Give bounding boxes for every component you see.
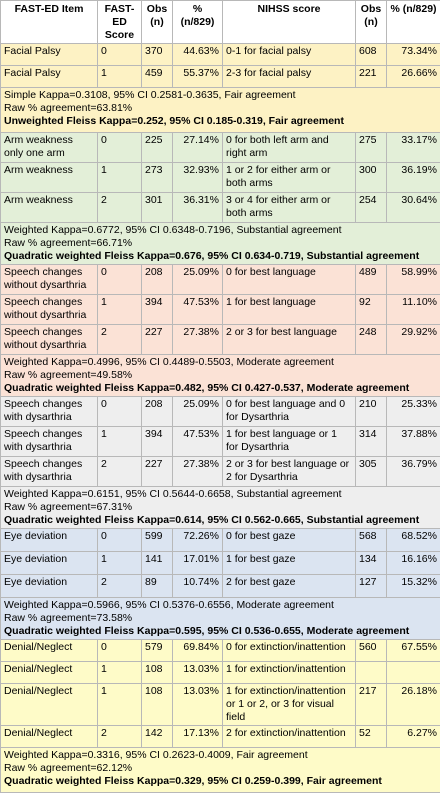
table-row	[1, 193, 440, 223]
nihss-score-cell: 2 or 3 for best language or 2 for Dysarthria	[223, 457, 356, 487]
summary-bold-line: Quadratic weighted Fleiss Kappa=0.614, 95% CI 0.562-0.665, Substantial agreement	[4, 514, 420, 526]
nihss-obs-cell: 210	[356, 397, 387, 427]
fast-ed-item-cell: Eye deviation	[1, 552, 98, 575]
nihss-obs-cell: 248	[356, 325, 387, 355]
nihss-score-cell: 1 for best language or 1 for Dysarthria	[223, 427, 356, 457]
summary-line: Weighted Kappa=0.6772, 95% CI 0.6348-0.7196, Substantial agreement	[4, 224, 342, 236]
obs-cell: 208	[142, 397, 173, 427]
summary-bold-line: Quadratic weighted Fleiss Kappa=0.595, 95% CI 0.536-0.655, Moderate agreement	[4, 625, 410, 637]
header-nihss-obs: Obs (n)	[356, 1, 387, 44]
table-row	[1, 457, 440, 487]
nihss-score-cell: 1 for best language	[223, 295, 356, 325]
fast-ed-item-cell: Denial/Neglect	[1, 684, 98, 726]
nihss-percent-cell: 36.79%	[387, 457, 440, 487]
nihss-score-cell: 0 for best gaze	[223, 529, 356, 552]
table-row	[1, 163, 440, 193]
fast-ed-item-cell: Facial Palsy	[1, 44, 98, 66]
fast-ed-score-cell: 0	[98, 265, 142, 295]
percent-cell: 72.26%	[173, 529, 223, 552]
header-percent: % (n/829)	[173, 1, 223, 44]
summary-row	[1, 487, 440, 529]
header-row	[1, 1, 440, 44]
fast-ed-item-cell: Eye deviation	[1, 575, 98, 598]
fast-ed-item-cell: Denial/Neglect	[1, 662, 98, 684]
obs-cell: 394	[142, 427, 173, 457]
table-row	[1, 427, 440, 457]
fast-ed-item-cell: Denial/Neglect	[1, 640, 98, 662]
summary-bold-line: Unweighted Fleiss Kappa=0.252, 95% CI 0.185-0.319, Fair agreement	[4, 115, 344, 127]
obs-cell: 225	[142, 133, 173, 163]
summary-line: Raw % agreement=66.71%	[4, 237, 133, 249]
fast-ed-score-cell: 1	[98, 295, 142, 325]
fast-ed-item-cell: Eye deviation	[1, 529, 98, 552]
nihss-percent-cell: 73.34%	[387, 44, 440, 66]
fast-ed-score-cell: 1	[98, 684, 142, 726]
fast-ed-item-cell: Speech changes with dysarthria	[1, 397, 98, 427]
summary-bold-line: Quadratic weighted Fleiss Kappa=0.482, 95% CI 0.427-0.537, Moderate agreement	[4, 382, 410, 394]
fast-ed-score-cell: 1	[98, 662, 142, 684]
nihss-score-cell: 0-1 for facial palsy	[223, 44, 356, 66]
nihss-obs-cell: 134	[356, 552, 387, 575]
summary-cell	[1, 88, 440, 133]
table-row	[1, 133, 440, 163]
table-row	[1, 44, 440, 66]
header-fast-ed-score: FAST-ED Score	[98, 1, 142, 44]
obs-cell: 273	[142, 163, 173, 193]
nihss-score-cell: 0 for best language	[223, 265, 356, 295]
summary-line: Raw % agreement=62.12%	[4, 762, 133, 774]
fast-ed-score-cell: 0	[98, 44, 142, 66]
table-row	[1, 662, 440, 684]
summary-line: Raw % agreement=49.58%	[4, 369, 133, 381]
table-row	[1, 397, 440, 427]
nihss-score-cell: 1 or 2 for either arm or both arms	[223, 163, 356, 193]
header-obs: Obs (n)	[142, 1, 173, 44]
summary-row	[1, 355, 440, 397]
table-row	[1, 325, 440, 355]
obs-cell: 579	[142, 640, 173, 662]
percent-cell: 55.37%	[173, 66, 223, 88]
nihss-score-cell: 0 for best language and 0 for Dysarthria	[223, 397, 356, 427]
nihss-percent-cell: 33.17%	[387, 133, 440, 163]
percent-cell: 25.09%	[173, 397, 223, 427]
header-fast-ed-item: FAST-ED Item	[1, 1, 98, 44]
table-row	[1, 529, 440, 552]
nihss-score-cell: 1 for extinction/inattention	[223, 662, 356, 684]
summary-bold-line: Quadratic weighted Fleiss Kappa=0.329, 95% CI 0.259-0.399, Fair agreement	[4, 775, 382, 787]
fast-ed-item-cell: Speech changes without dysarthria	[1, 325, 98, 355]
obs-cell: 208	[142, 265, 173, 295]
obs-cell: 301	[142, 193, 173, 223]
table-row	[1, 66, 440, 88]
nihss-score-cell: 2-3 for facial palsy	[223, 66, 356, 88]
fast-ed-item-cell: Denial/Neglect	[1, 726, 98, 748]
nihss-percent-cell: 26.66%	[387, 66, 440, 88]
fast-ed-score-cell: 2	[98, 726, 142, 748]
obs-cell: 370	[142, 44, 173, 66]
percent-cell: 17.01%	[173, 552, 223, 575]
nihss-obs-cell: 217	[356, 684, 387, 726]
nihss-percent-cell	[387, 662, 440, 684]
nihss-score-cell: 1 for extinction/inattention or 1 or 2, or 3 for visual field	[223, 684, 356, 726]
fast-ed-score-cell: 2	[98, 193, 142, 223]
fast-ed-item-cell: Facial Palsy	[1, 66, 98, 88]
nihss-obs-cell: 608	[356, 44, 387, 66]
obs-cell: 394	[142, 295, 173, 325]
nihss-obs-cell: 560	[356, 640, 387, 662]
obs-cell: 89	[142, 575, 173, 598]
fast-ed-score-cell: 2	[98, 575, 142, 598]
nihss-score-cell: 2 or 3 for best language	[223, 325, 356, 355]
fast-ed-item-cell: Speech changes with dysarthria	[1, 427, 98, 457]
percent-cell: 44.63%	[173, 44, 223, 66]
obs-cell: 108	[142, 662, 173, 684]
nihss-percent-cell: 36.19%	[387, 163, 440, 193]
percent-cell: 17.13%	[173, 726, 223, 748]
nihss-percent-cell: 29.92%	[387, 325, 440, 355]
summary-row	[1, 223, 440, 265]
percent-cell: 32.93%	[173, 163, 223, 193]
nihss-score-cell: 0 for both left arm and right arm	[223, 133, 356, 163]
table-body	[1, 44, 440, 793]
summary-line: Weighted Kappa=0.6151, 95% CI 0.5644-0.6658, Substantial agreement	[4, 488, 342, 500]
summary-cell	[1, 748, 440, 793]
obs-cell: 141	[142, 552, 173, 575]
table-row	[1, 295, 440, 325]
nihss-score-cell: 0 for extinction/inattention	[223, 640, 356, 662]
header-nihss-score: NIHSS score	[223, 1, 356, 44]
percent-cell: 36.31%	[173, 193, 223, 223]
obs-cell: 142	[142, 726, 173, 748]
nihss-obs-cell: 314	[356, 427, 387, 457]
nihss-obs-cell: 221	[356, 66, 387, 88]
nihss-percent-cell: 15.32%	[387, 575, 440, 598]
nihss-obs-cell: 305	[356, 457, 387, 487]
summary-cell	[1, 487, 440, 529]
summary-line: Simple Kappa=0.3108, 95% CI 0.2581-0.3635, Fair agreement	[4, 89, 296, 101]
percent-cell: 47.53%	[173, 427, 223, 457]
percent-cell: 10.74%	[173, 575, 223, 598]
nihss-score-cell: 2 for extinction/inattention	[223, 726, 356, 748]
fast-ed-score-cell: 1	[98, 552, 142, 575]
nihss-obs-cell: 92	[356, 295, 387, 325]
summary-line: Raw % agreement=73.58%	[4, 612, 133, 624]
percent-cell: 13.03%	[173, 684, 223, 726]
table-row	[1, 640, 440, 662]
summary-cell	[1, 223, 440, 265]
nihss-percent-cell: 25.33%	[387, 397, 440, 427]
fast-ed-item-cell: Arm weakness only one arm	[1, 133, 98, 163]
fast-ed-score-cell: 2	[98, 325, 142, 355]
obs-cell: 227	[142, 325, 173, 355]
nihss-percent-cell: 58.99%	[387, 265, 440, 295]
nihss-obs-cell	[356, 662, 387, 684]
summary-cell	[1, 355, 440, 397]
percent-cell: 13.03%	[173, 662, 223, 684]
percent-cell: 27.14%	[173, 133, 223, 163]
summary-bold-line: Quadratic weighted Fleiss Kappa=0.676, 95% CI 0.634-0.719, Substantial agreement	[4, 250, 420, 262]
nihss-percent-cell: 68.52%	[387, 529, 440, 552]
fast-ed-score-cell: 1	[98, 66, 142, 88]
fast-ed-score-cell: 2	[98, 457, 142, 487]
percent-cell: 69.84%	[173, 640, 223, 662]
nihss-obs-cell: 568	[356, 529, 387, 552]
fast-ed-item-cell: Arm weakness	[1, 193, 98, 223]
nihss-score-cell: 3 or 4 for either arm or both arms	[223, 193, 356, 223]
summary-line: Raw % agreement=67.31%	[4, 501, 133, 513]
percent-cell: 27.38%	[173, 325, 223, 355]
fast-ed-score-cell: 1	[98, 427, 142, 457]
table-row	[1, 552, 440, 575]
nihss-obs-cell: 489	[356, 265, 387, 295]
fast-ed-score-cell: 0	[98, 640, 142, 662]
obs-cell: 599	[142, 529, 173, 552]
header-nihss-percent: % (n/829)	[387, 1, 440, 44]
nihss-percent-cell: 30.64%	[387, 193, 440, 223]
percent-cell: 27.38%	[173, 457, 223, 487]
obs-cell: 108	[142, 684, 173, 726]
percent-cell: 47.53%	[173, 295, 223, 325]
summary-cell	[1, 598, 440, 640]
nihss-score-cell: 1 for best gaze	[223, 552, 356, 575]
nihss-percent-cell: 26.18%	[387, 684, 440, 726]
nihss-percent-cell: 11.10%	[387, 295, 440, 325]
fast-ed-score-cell: 0	[98, 529, 142, 552]
table-row	[1, 265, 440, 295]
fast-ed-item-cell: Speech changes without dysarthria	[1, 295, 98, 325]
nihss-obs-cell: 300	[356, 163, 387, 193]
fast-ed-item-cell: Speech changes without dysarthria	[1, 265, 98, 295]
nihss-obs-cell: 127	[356, 575, 387, 598]
nihss-obs-cell: 254	[356, 193, 387, 223]
nihss-percent-cell: 67.55%	[387, 640, 440, 662]
obs-cell: 459	[142, 66, 173, 88]
percent-cell: 25.09%	[173, 265, 223, 295]
fast-ed-item-cell: Arm weakness	[1, 163, 98, 193]
nihss-score-cell: 2 for best gaze	[223, 575, 356, 598]
nihss-percent-cell: 37.88%	[387, 427, 440, 457]
fast-ed-score-cell: 1	[98, 163, 142, 193]
summary-row	[1, 598, 440, 640]
summary-line: Weighted Kappa=0.5966, 95% CI 0.5376-0.6556, Moderate agreement	[4, 599, 334, 611]
fast-ed-score-cell: 0	[98, 133, 142, 163]
summary-row	[1, 748, 440, 793]
nihss-percent-cell: 16.16%	[387, 552, 440, 575]
obs-cell: 227	[142, 457, 173, 487]
nihss-obs-cell: 275	[356, 133, 387, 163]
nihss-percent-cell: 6.27%	[387, 726, 440, 748]
table-row	[1, 684, 440, 726]
table-row	[1, 726, 440, 748]
summary-line: Weighted Kappa=0.4996, 95% CI 0.4489-0.5503, Moderate agreement	[4, 356, 334, 368]
fast-ed-item-cell: Speech changes with dysarthria	[1, 457, 98, 487]
fast-ed-score-cell: 0	[98, 397, 142, 427]
summary-row	[1, 88, 440, 133]
summary-line: Weighted Kappa=0.3316, 95% CI 0.2623-0.4009, Fair agreement	[4, 749, 308, 761]
nihss-obs-cell: 52	[356, 726, 387, 748]
summary-line: Raw % agreement=63.81%	[4, 102, 133, 114]
table-row	[1, 575, 440, 598]
